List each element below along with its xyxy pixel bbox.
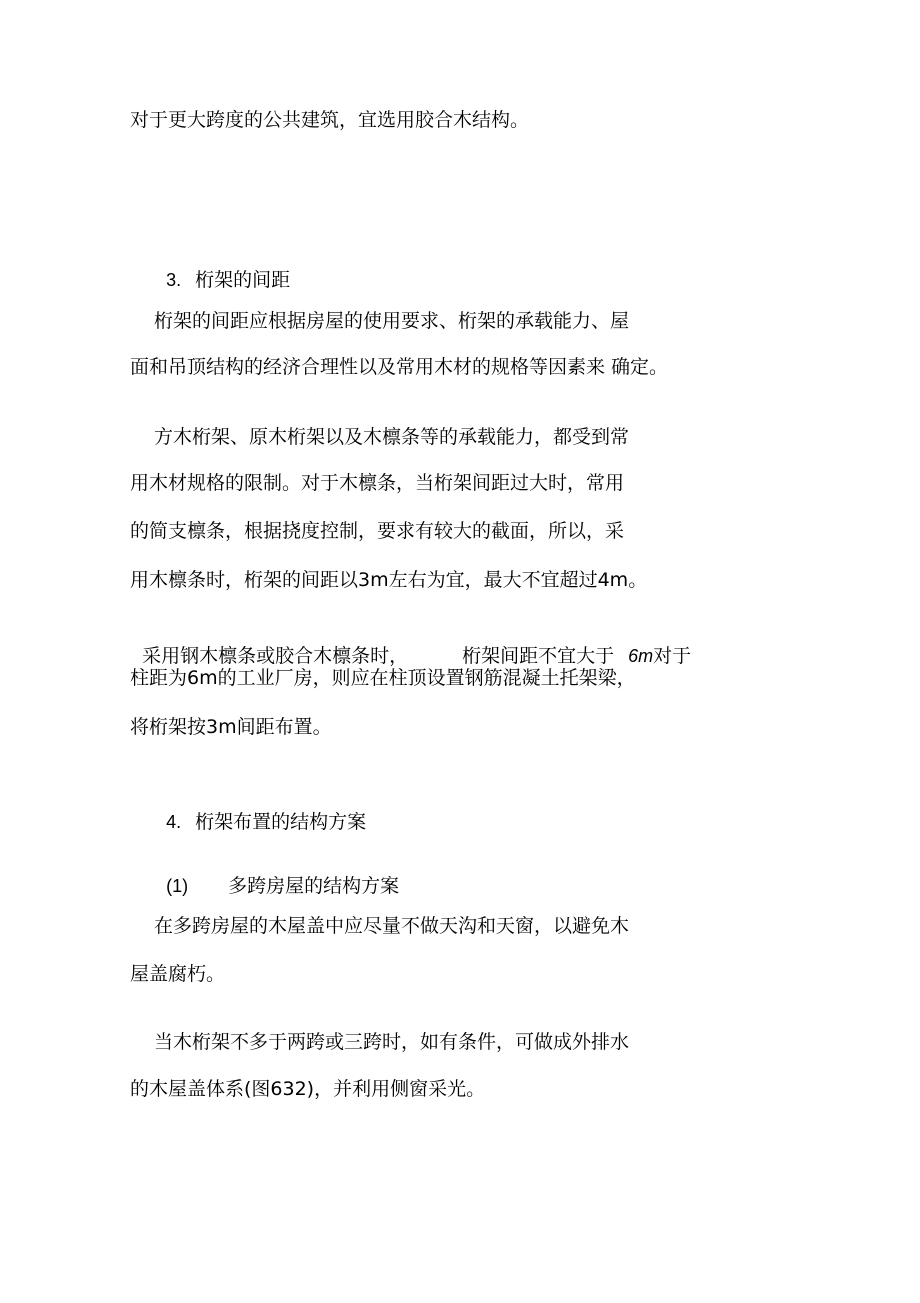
section-3-para-2-line-7: 将桁架按3m间距布置。 [130, 716, 332, 738]
section-3-para-2-line-5 [130, 617, 691, 669]
section-3-para-1-line-1: 桁架的间距应根据房屋的使用要求、桁架的承载能力、屋 [154, 310, 630, 332]
section-3-para-2-line-4: 用木檩条时，桁架的间距以3m左右为宜，最大不宜超过4m。 [130, 569, 648, 591]
section-3-para-2-line-6: 柱距为6m的工业厂房，则应在柱顶设置钢筋混凝土托架梁， [130, 667, 636, 689]
line-5-part-b: 桁架间距不宜大于 [462, 645, 615, 667]
section-3-para-1-line-2: 面和吊顶结构的经济合理性以及常用木材的规格等因素来 确定。 [130, 356, 669, 378]
line-5-part-d: 对于 [653, 645, 692, 667]
line-5-part-c: 6m [628, 646, 654, 666]
subsection-1-heading [154, 847, 399, 899]
section-3-title: 桁架的间距 [195, 269, 291, 291]
subsection-1-number: (1) [166, 876, 189, 896]
section-4-number: 4. [166, 812, 182, 832]
section-3-number: 3. [166, 270, 182, 290]
section-3-heading [154, 241, 290, 293]
section-4-heading [154, 783, 366, 835]
section-4-title: 桁架布置的结构方案 [195, 811, 367, 833]
section-4-para-2-line-1: 当木桁架不多于两跨或三跨时，如有条件，可做成外排水 [154, 1031, 630, 1053]
section-3-para-2-line-2: 用木材规格的限制。对于木檩条，当桁架间距过大时，常用 [130, 472, 625, 494]
subsection-1-title: 多跨房屋的结构方案 [228, 875, 400, 897]
section-4-para-1-line-2: 屋盖腐朽。 [130, 963, 226, 985]
section-4-para-1-line-1: 在多跨房屋的木屋盖中应尽量不做天沟和天窗，以避免木 [154, 915, 630, 937]
line-5-part-a: 采用钢木檩条或胶合木檩条时， [142, 645, 409, 667]
section-3-para-2-line-1: 方木桁架、原木桁架以及木檩条等的承载能力，都受到常 [154, 426, 630, 448]
intro-line: 对于更大跨度的公共建筑，宜选用胶合木结构。 [130, 109, 530, 131]
section-3-para-2-line-3: 的简支檩条，根据挠度控制，要求有较大的截面，所以，采 [130, 520, 625, 542]
section-4-para-2-line-2: 的木屋盖体系(图632)，并利用侧窗采光。 [130, 1078, 486, 1100]
